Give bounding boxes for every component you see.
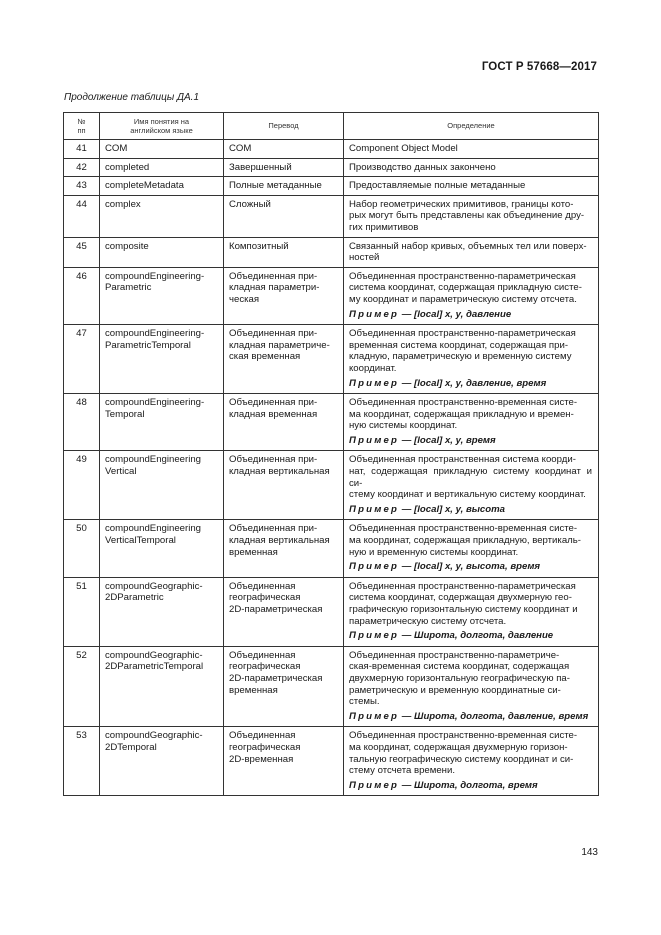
- table-row: [64, 520, 599, 577]
- definition-line: ма координат, содержащая прикладную и времен-: [349, 408, 574, 420]
- definition-cell: [344, 195, 599, 237]
- example-note: [349, 435, 592, 448]
- header-term-line: английском языке: [130, 126, 193, 135]
- definition-cell: [344, 394, 599, 451]
- translation-line: 2D-параметрическая: [229, 604, 323, 615]
- row-number: 53: [64, 727, 100, 796]
- term-cell: [100, 237, 224, 267]
- term-cell: [100, 177, 224, 196]
- definition-line: ма координат, содержащая двухмерную горизон-: [349, 741, 568, 753]
- table-caption: Продолжение таблицы ДА.1: [64, 92, 200, 103]
- definition-line: временная система координат, содержащая при-: [349, 339, 569, 351]
- term-cell: [100, 577, 224, 646]
- translation-line: ская временная: [229, 351, 301, 363]
- definition-line: ская-временная система координат, содержащая: [349, 661, 570, 673]
- translation-cell: [224, 140, 344, 159]
- translation-cell: [224, 727, 344, 796]
- example-label: Пример: [349, 308, 400, 320]
- term-line: ParametricTemporal: [105, 339, 191, 351]
- translation-cell: [224, 267, 344, 324]
- row-number: 44: [64, 195, 100, 237]
- row-number: 47: [64, 325, 100, 394]
- definition-line: стему отсчета времени.: [349, 765, 456, 777]
- translation-cell: [224, 177, 344, 196]
- definition-line: кладную, параметрическую и временную систему: [349, 351, 572, 363]
- translation-line: Полные метаданные: [229, 180, 322, 192]
- table-row: [64, 577, 599, 646]
- term-line: 2DParametric: [105, 592, 164, 604]
- definition-cell: [344, 646, 599, 727]
- translation-line: COM: [229, 143, 252, 154]
- translation-line: 2D-временная: [229, 753, 294, 765]
- table-row: [64, 195, 599, 237]
- definition-line: Component Object Model: [349, 143, 458, 154]
- translation-line: кладная вертикальная: [229, 466, 330, 478]
- term-cell: [100, 520, 224, 577]
- translation-cell: [224, 158, 344, 177]
- term-line: 2DTemporal: [105, 741, 157, 753]
- definition-line: Производство данных закончено: [349, 161, 496, 173]
- definition-line: двухмерную горизонтальную географическую па-: [349, 672, 570, 684]
- translation-cell: [224, 394, 344, 451]
- definition-line: рых могут быть представлены как объединение дру-: [349, 210, 585, 222]
- term-cell: [100, 451, 224, 520]
- table-row: [64, 267, 599, 324]
- definition-line: Предоставляемые полные метаданные: [349, 180, 526, 192]
- example-label: Пример: [349, 779, 400, 791]
- definition-line: Объединенная пространственно-временная систе-: [349, 397, 578, 409]
- term-line: Vertical: [105, 466, 137, 478]
- translation-line: ческая: [229, 293, 260, 305]
- translation-cell: [224, 646, 344, 727]
- term-line: 2DParametricTemporal: [105, 661, 204, 673]
- translation-line: Объединенная: [229, 649, 296, 661]
- table-row: [64, 394, 599, 451]
- example-note: [349, 378, 592, 391]
- row-number: 50: [64, 520, 100, 577]
- example-note: [349, 561, 592, 574]
- definition-cell: [344, 727, 599, 796]
- definition-line: Набор геометрических примитивов, границы кото-: [349, 198, 574, 210]
- definition-cell: [344, 577, 599, 646]
- translation-line: временная: [229, 684, 278, 696]
- definition-line: система координат, содержащая двухмерную гео-: [349, 592, 572, 604]
- example-text: — [local] x, y, высота, время: [399, 561, 541, 573]
- definition-line: координат.: [349, 362, 397, 374]
- term-cell: [100, 727, 224, 796]
- header-num-line: пп: [77, 126, 86, 135]
- term-line: compoundEngineering-: [105, 397, 205, 409]
- translation-line: кладная параметриче-: [229, 339, 330, 351]
- term-line: COM: [105, 143, 128, 154]
- example-note: [349, 711, 592, 724]
- translation-line: Объединенная при-: [229, 328, 318, 340]
- header-term: [100, 113, 224, 140]
- table-row: [64, 158, 599, 177]
- example-text: — [local] x, y, давление, время: [399, 377, 547, 389]
- definition-line: Объединенная пространственно-параметрическая: [349, 270, 576, 282]
- translation-cell: [224, 237, 344, 267]
- translation-line: Объединенная при-: [229, 523, 318, 535]
- translation-line: Композитный: [229, 240, 289, 252]
- example-text: — [local] x, y, высота: [399, 503, 505, 515]
- example-text: — Широта, долгота, время: [399, 779, 538, 791]
- term-cell: [100, 325, 224, 394]
- term-line: VerticalTemporal: [105, 535, 176, 547]
- term-cell: [100, 394, 224, 451]
- header-term-line: Имя понятия на: [133, 116, 190, 126]
- example-text: — Широта, долгота, давление, время: [399, 710, 589, 722]
- definition-cell: [344, 267, 599, 324]
- row-number: 48: [64, 394, 100, 451]
- definition-cell: [344, 177, 599, 196]
- header-translation: Перевод: [224, 113, 344, 140]
- table-header-row: [64, 113, 599, 140]
- definition-line: Объединенная пространственно-временная систе-: [349, 730, 578, 742]
- row-number: 46: [64, 267, 100, 324]
- table-row: [64, 325, 599, 394]
- definition-cell: [344, 325, 599, 394]
- term-cell: [100, 158, 224, 177]
- translation-line: 2D-параметрическая: [229, 672, 323, 684]
- table-row: [64, 451, 599, 520]
- example-text: — [local] x, y, давление: [399, 308, 512, 320]
- translation-line: Объединенная при-: [229, 397, 318, 409]
- term-line: compoundEngineering: [105, 523, 202, 535]
- translation-cell: [224, 451, 344, 520]
- example-label: Пример: [349, 377, 400, 389]
- definition-line: графическую горизонтальную систему координат и: [349, 604, 578, 615]
- definition-cell: [344, 158, 599, 177]
- translation-cell: [224, 325, 344, 394]
- term-cell: [100, 140, 224, 159]
- translation-line: кладная временная: [229, 408, 318, 420]
- definition-line: Объединенная пространственно-параметриче-: [349, 649, 560, 661]
- translation-line: Объединенная при-: [229, 454, 318, 466]
- example-note: [349, 780, 592, 793]
- example-note: [349, 630, 592, 643]
- translation-line: кладная параметри-: [229, 282, 320, 294]
- term-line: compoundGeographic-: [105, 649, 203, 661]
- definition-line: ностей: [349, 252, 380, 264]
- translation-cell: [224, 520, 344, 577]
- example-label: Пример: [349, 434, 400, 446]
- translation-line: географическая: [229, 661, 301, 673]
- definition-line: Объединенная пространственная система коорди-: [349, 454, 576, 466]
- definition-line: раметрическую и временную координатные си-: [349, 684, 561, 696]
- translation-line: географическая: [229, 741, 301, 753]
- example-text: — [local] x, y, время: [399, 434, 496, 446]
- translation-line: временная: [229, 546, 278, 558]
- table-row: [64, 727, 599, 796]
- definition-line: параметрическую систему отсчета.: [349, 615, 507, 627]
- translation-line: Объединенная: [229, 580, 296, 592]
- table-row: [64, 140, 599, 159]
- term-line: compoundEngineering-: [105, 328, 205, 340]
- translation-line: Сложный: [229, 198, 271, 210]
- row-number: 41: [64, 140, 100, 159]
- definition-cell: [344, 451, 599, 520]
- row-number: 51: [64, 577, 100, 646]
- definition-line: стемы.: [349, 696, 380, 708]
- translation-line: Завершенный: [229, 161, 292, 173]
- definition-line: Связанный набор кривых, объемных тел или поверх-: [349, 240, 587, 252]
- definition-cell: [344, 140, 599, 159]
- definition-line: стему координат и вертикальную систему координат.: [349, 489, 586, 501]
- term-cell: [100, 646, 224, 727]
- translation-line: Объединенная при-: [229, 270, 318, 282]
- term-cell: [100, 195, 224, 237]
- term-line: completed: [105, 161, 150, 173]
- definition-line: гих примитивов: [349, 221, 419, 233]
- term-line: compoundGeographic-: [105, 580, 203, 592]
- term-line: compoundEngineering-: [105, 270, 205, 282]
- term-line: compoundGeographic-: [105, 730, 203, 742]
- document-code: ГОСТ Р 57668—2017: [481, 61, 597, 73]
- translation-line: географическая: [229, 592, 301, 604]
- definition-line: ма координат, содержащая прикладную, вертикаль-: [349, 535, 581, 547]
- translation-line: Объединенная: [229, 730, 296, 742]
- header-definition: Определение: [344, 113, 599, 140]
- term-line: complex: [105, 198, 141, 210]
- header-num: [64, 113, 100, 140]
- term-line: composite: [105, 240, 149, 252]
- definition-line: Объединенная пространственно-временная систе-: [349, 523, 578, 535]
- example-text: — Широта, долгота, давление: [399, 630, 554, 642]
- term-line: Temporal: [105, 408, 145, 420]
- example-label: Пример: [349, 630, 400, 642]
- term-line: completeMetadata: [105, 180, 184, 192]
- definition-line: система координат, содержащая прикладную систе-: [349, 282, 582, 294]
- example-note: [349, 309, 592, 322]
- table-row: [64, 177, 599, 196]
- term-cell: [100, 267, 224, 324]
- example-note: [349, 504, 592, 517]
- translation-line: кладная вертикальная: [229, 535, 330, 547]
- definition-line: му координат и параметрическую систему отсчета.: [349, 293, 577, 305]
- example-label: Пример: [349, 710, 400, 722]
- table-row: [64, 646, 599, 727]
- header-num-line: №: [77, 116, 86, 126]
- translation-cell: [224, 577, 344, 646]
- row-number: 42: [64, 158, 100, 177]
- page-number: 143: [581, 847, 598, 858]
- definition-line: ную и временную системы координат.: [349, 546, 519, 558]
- row-number: 43: [64, 177, 100, 196]
- definition-cell: [344, 237, 599, 267]
- terms-table: [63, 112, 599, 796]
- term-line: compoundEngineering: [105, 454, 202, 466]
- definition-line: тальную географическую систему координат и си-: [349, 753, 574, 765]
- term-line: Parametric: [105, 282, 152, 294]
- definition-line: ную системы координат.: [349, 420, 458, 432]
- example-label: Пример: [349, 503, 400, 515]
- row-number: 45: [64, 237, 100, 267]
- translation-cell: [224, 195, 344, 237]
- example-label: Пример: [349, 561, 400, 573]
- row-number: 52: [64, 646, 100, 727]
- definition-line: нат, содержащая прикладную систему координат и си-: [349, 466, 592, 489]
- row-number: 49: [64, 451, 100, 520]
- definition-line: Объединенная пространственно-параметрическая: [349, 580, 576, 592]
- definition-line: Объединенная пространственно-параметрическая: [349, 328, 576, 340]
- table-row: [64, 237, 599, 267]
- definition-cell: [344, 520, 599, 577]
